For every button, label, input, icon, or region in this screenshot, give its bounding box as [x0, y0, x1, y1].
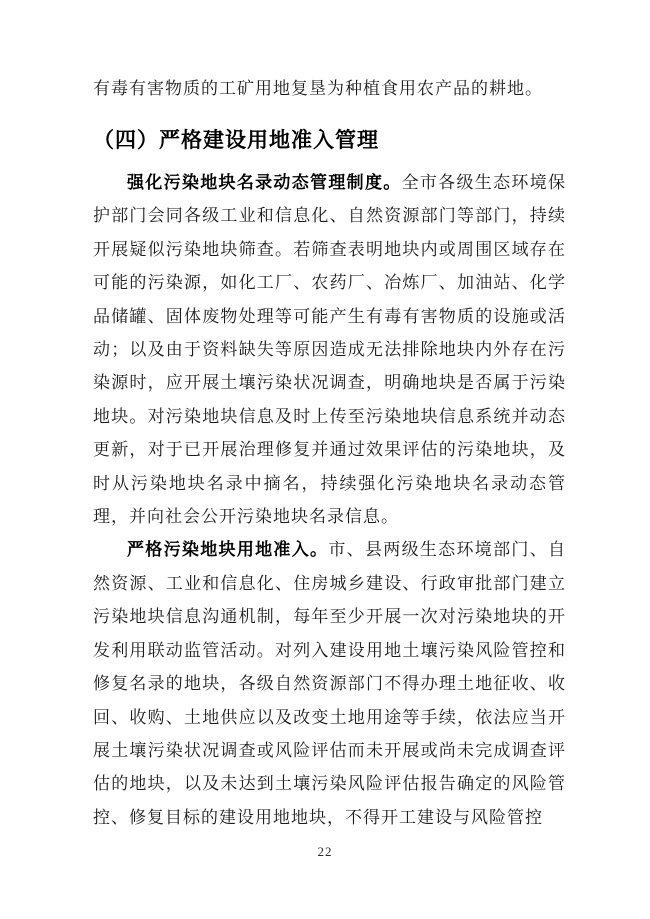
paragraph-dynamic-management — [93, 166, 566, 533]
body-copy — [93, 166, 566, 834]
paragraph-body-text: 市、县两级生态环境部门、自然资源、工业和信息化、住房城乡建设、行政审批部门建立污染地块信息沟通机制，每年至少开展一次对污染地块的开发利用联动监管活动。对列入建设用地土壤污染风险管控和修复名录的地块，各级自然资源部门不得办理土地征收、收回、收购、土地供应以及改变土地用途等手续，依法应当开展土壤污染状况调查或风险评估而未开展或尚未完成调查评估的地块，以及未达到土壤污染风险评估报告确定的风险管控、修复目标的建设用地地块，不得开工建设与风险管控 — [93, 540, 567, 827]
text-area — [93, 0, 566, 834]
paragraph-lead-bold: 严格污染地块用地准入。 — [127, 540, 329, 560]
page-number: 22 — [317, 844, 333, 859]
paragraph-lead-bold: 强化污染地块名录动态管理制度。 — [127, 173, 402, 192]
paragraph-land-use-admission — [93, 533, 566, 834]
paragraph-body-text: 全市各级生态环境保护部门会同各级工业和信息化、自然资源部门等部门，持续开展疑似污染地块筛查。若筛查表明地块内或周围区域存在可能的污染源，如化工厂、农药厂、冶炼厂、加油站、化学品储罐、固体废物处理等可能产生有毒有害物质的设施或活动；以及由于资料缺失等原因造成无法排除地块内外存在污染源时，应开展土壤污染状况调查，明确地块是否属于污染地块。对污染地块信息及时上传至污染地块信息系统并动态更新，对于已开展治理修复并通过效果评估的污染地块，及时从污染地块名录中摘名，持续强化污染地块名录动态管理，并向社会公开污染地块名录信息。 — [93, 173, 567, 527]
continuation-paragraph-line: 有毒有害物质的工矿用地复垦为种植食用农产品的耕地。 — [93, 79, 543, 98]
section-heading: （四）严格建设用地准入管理 — [93, 129, 379, 152]
